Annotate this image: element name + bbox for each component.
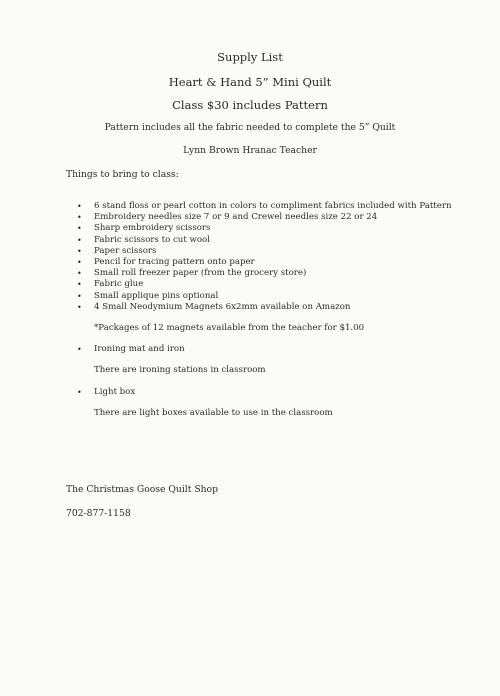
bullet-icon: • <box>77 213 82 223</box>
bullet-icon: • <box>77 224 82 234</box>
bullet-icon: • <box>77 280 82 290</box>
bullet-icon: • <box>77 291 82 301</box>
class-name: Heart & Hand 5” Mini Quilt <box>168 75 332 89</box>
magnet-note: *Packages of 12 magnets available from the teacher for $1.00 <box>94 323 365 334</box>
list-item-text: Fabric glue <box>94 279 144 290</box>
list-item-text: Small roll freezer paper (from the grocery store) <box>94 268 307 279</box>
supplies-intro: Things to bring to class: <box>66 169 179 180</box>
list-item <box>74 344 454 355</box>
list-item-text: Light box <box>94 386 136 397</box>
list-item <box>74 279 454 290</box>
bullet-icon: • <box>77 302 82 312</box>
list-item <box>74 212 454 223</box>
list-item <box>74 223 454 234</box>
list-item-text: 6 stand floss or pearl cotton in colors to compliment fabrics included with Pattern <box>94 201 452 211</box>
list-item-text: Sharp embroidery scissors <box>94 223 211 234</box>
document-title: Supply List <box>217 50 283 64</box>
list-item <box>74 302 454 313</box>
list-item <box>74 268 454 279</box>
bullet-icon: • <box>77 345 82 355</box>
list-item <box>74 246 454 257</box>
bullet-icon: • <box>77 269 82 279</box>
list-item-text: 4 Small Neodymium Magnets 6x2mm available on Amazon <box>94 301 351 312</box>
shop-phone: 702-877-1158 <box>66 508 131 519</box>
list-item-text: Paper scissors <box>94 245 157 256</box>
list-item-text: Pencil for tracing pattern onto paper <box>94 257 255 268</box>
lightbox-note: There are light boxes available to use in the classroom <box>94 407 333 418</box>
list-item <box>74 291 454 302</box>
bullet-icon: • <box>77 387 82 397</box>
bullet-icon: • <box>77 258 82 268</box>
list-item <box>74 387 454 398</box>
bullet-icon: • <box>77 246 82 256</box>
class-price: Class $30 includes Pattern <box>172 98 328 112</box>
list-item-text: Small applique pins optional <box>94 290 219 301</box>
supply-list <box>74 201 454 429</box>
pattern-note: Pattern includes all the fabric needed to complete the 5” Quilt <box>104 122 396 133</box>
ironing-note: There are ironing stations in classroom <box>94 365 266 376</box>
list-item-text: Ironing mat and iron <box>94 344 185 355</box>
teacher-name: Lynn Brown Hranac Teacher <box>183 145 317 156</box>
list-item-text: Embroidery needles size 7 or 9 and Crewel needles size 22 or 24 <box>94 212 378 223</box>
list-item-text: Fabric scissors to cut wool <box>94 234 210 245</box>
list-item <box>74 201 454 212</box>
bullet-icon: • <box>77 202 82 211</box>
list-item <box>74 235 454 246</box>
list-item <box>74 257 454 268</box>
shop-name: The Christmas Goose Quilt Shop <box>66 484 218 495</box>
bullet-icon: • <box>77 235 82 245</box>
